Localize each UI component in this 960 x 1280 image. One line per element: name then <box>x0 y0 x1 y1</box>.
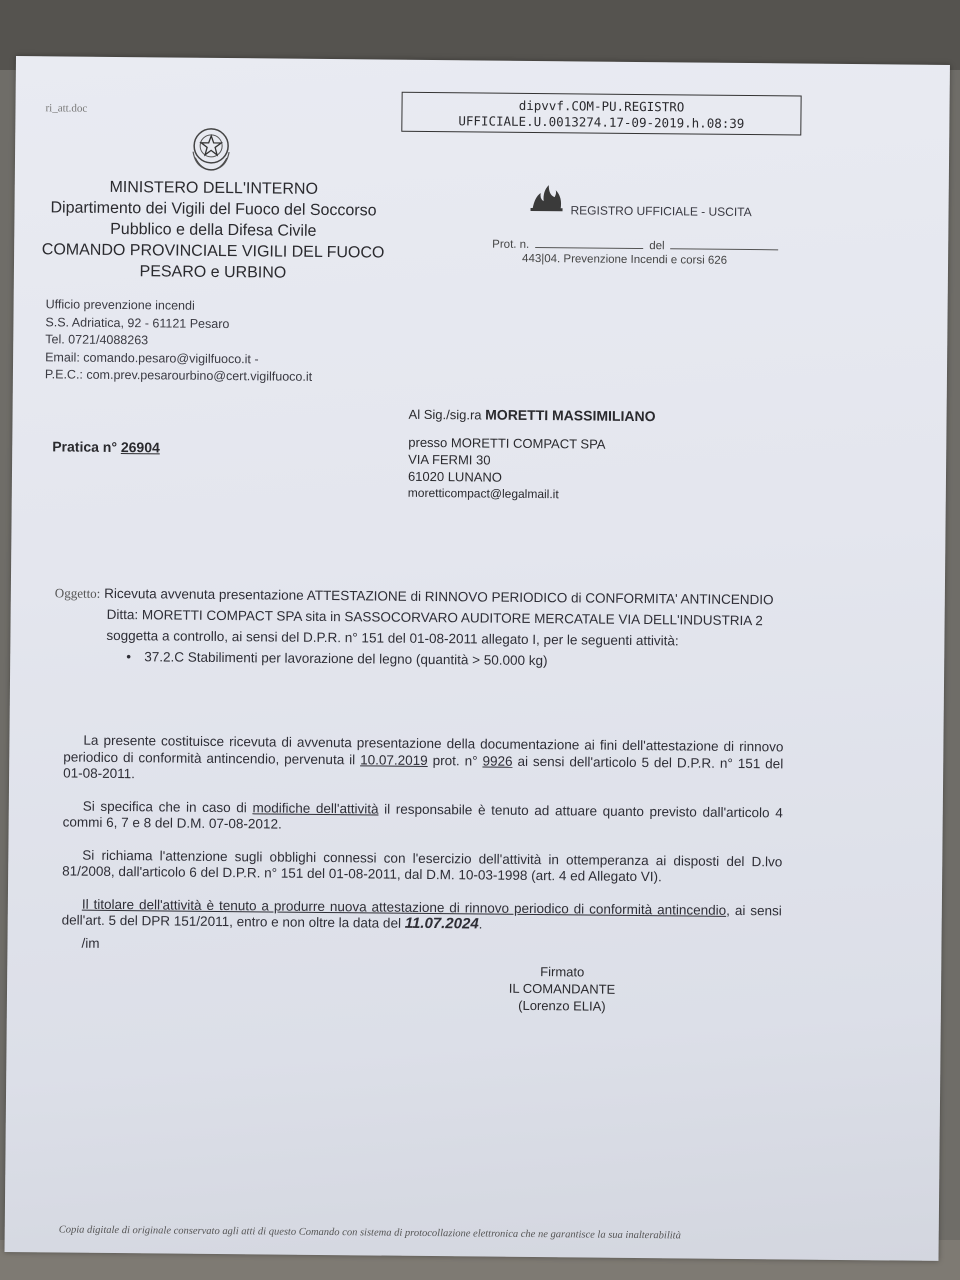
subject-line: Ditta: MORETTI COMPACT SPA sita in SASSOCORVARO AUDITORE MERCATALE VIA DELL'INDUSTRIA 2 <box>106 606 763 629</box>
office-contacts <box>45 296 313 386</box>
text-run: Si richiama l'attenzione sugli obblighi connessi con l'esercizio dell'attività in ottemperanza ai disposti del D.lvo 81/2008, dall'articolo 6 del D.P.R. n° 151 del 01-08-2011, dal D.M. 10-03-1998 (art. 4 ed Allegato VI). <box>62 847 783 885</box>
office-line: P.E.C.: com.prev.pesarourbino@cert.vigilfuoco.it <box>44 367 313 384</box>
paragraph-3 <box>62 847 782 887</box>
address-line: 61020 LUNANO <box>407 468 503 485</box>
underlined-text: Il titolare dell'attività è tenuto a produrre nuova attestazione di rinnovo periodico di conformità antincendio <box>81 896 727 918</box>
paragraph-2 <box>63 798 783 838</box>
ministry-line: Dipartimento dei Vigili del Fuoco del Soccorso <box>50 199 377 220</box>
recipient-heading <box>409 406 656 424</box>
del-label: del <box>649 240 665 253</box>
protocol-number: 9926 <box>482 753 513 769</box>
subject-label: Oggetto: <box>54 585 101 601</box>
underlined-text: modifiche dell'attività <box>252 799 379 817</box>
office-line: Email: comando.pesaro@vigilfuoco.it - <box>45 349 259 366</box>
paragraph-1 <box>63 732 783 788</box>
deadline-date: 11.07.2024 <box>404 914 479 933</box>
received-date: 10.07.2019 <box>360 751 428 768</box>
prot-blank <box>535 247 643 249</box>
signature-line: IL COMANDANTE <box>508 980 616 997</box>
subject-block <box>54 582 774 673</box>
italian-republic-emblem-icon <box>187 124 235 174</box>
footer-note: Copia digitale di originale conservato agli atti di questo Comando con sistema di protocollazione elettronica che ne garantisce la sua inalterabilità <box>58 1224 681 1242</box>
fire-service-logo-icon <box>529 183 565 213</box>
text-run: Si specifica che in caso di <box>82 798 253 815</box>
ministry-line: MINISTERO DELL'INTERNO <box>109 178 319 198</box>
text-run: il responsabile è tenuto ad attuare quanto previsto dall'articolo 4 commi 6, 7 e 8 del D.M. 07-08-2012. <box>62 801 783 832</box>
pratica-number <box>52 438 160 455</box>
paragraph-4 <box>62 896 782 936</box>
ministry-line: PESARO e URBINO <box>139 263 287 282</box>
registry-stamp-box <box>401 92 801 136</box>
registry-label: REGISTRO UFFICIALE - USCITA <box>570 203 752 220</box>
text-run: , ai sensi dell'art. 5 del DPR 151/2011, entro e non oltre la data del <box>61 902 782 931</box>
protocol-line <box>492 239 785 254</box>
initials: /im <box>81 935 100 951</box>
subject-line: soggetta a controllo, ai sensi del D.P.R. n° 151 del 01-08-2011 allegato I, per le seguenti attività: <box>106 627 679 649</box>
ministry-heading <box>34 176 393 284</box>
recipient-prefix: Al Sig./sig.ra <box>408 406 482 423</box>
recipient-address <box>408 434 606 504</box>
text-run: La presente costituisce ricevuta di avvenuta presentazione della documentazione ai fini dell'attestazione di rinnovo periodico di conformità antincendio, pervenuta il <box>63 732 784 767</box>
ministry-line: COMANDO PROVINCIALE VIGILI DEL FUOCO <box>41 241 385 262</box>
registry-stamp-line: UFFICIALE.U.0013274.17-09-2019.h.08:39 <box>458 113 745 131</box>
signature-line: Firmato <box>540 964 585 980</box>
subject-line: Ricevuta avvenuta presentazione ATTESTAZIONE di RINNOVO PERIODICO di CONFORMITA' ANTINCENDIO <box>104 585 774 608</box>
bullet-mark: • <box>126 649 132 665</box>
office-line: Ufficio prevenzione incendi <box>45 297 195 313</box>
letter-page <box>5 56 950 1261</box>
file-name: ri_att.doc <box>45 102 88 115</box>
signature-line: (Lorenzo ELIA) <box>518 997 606 1014</box>
pratica-label: Pratica n° <box>52 438 118 455</box>
signature-block <box>497 963 627 1015</box>
text-run: ai sensi dell'articolo 5 del D.P.R. n° 151 del 01-08-2011. <box>63 753 784 782</box>
bullet-text: 37.2.C Stabilimenti per lavorazione del legno (quantità > 50.000 kg) <box>144 649 548 669</box>
address-line: presso MORETTI COMPACT SPA <box>408 434 606 452</box>
address-line: VIA FERMI 30 <box>408 451 491 468</box>
protocol-detail: 443|04. Prevenzione Incendi e corsi 626 <box>522 252 728 267</box>
recipient-email: moretticompact@legalmail.it <box>407 485 559 502</box>
text-run: . <box>478 916 483 932</box>
recipient-name: MORETTI MASSIMILIANO <box>485 406 656 425</box>
office-line: Tel. 0721/4088263 <box>45 332 149 348</box>
office-line: S.S. Adriatica, 92 - 61121 Pesaro <box>45 314 230 331</box>
ministry-line: Pubblico e della Difesa Civile <box>110 220 317 240</box>
pratica-value: 26904 <box>120 439 160 456</box>
del-blank <box>671 248 779 250</box>
text-run: prot. n° <box>427 752 483 769</box>
registry-stamp-line: dipvvf.COM-PU.REGISTRO <box>518 97 685 115</box>
letter-body <box>61 732 783 958</box>
prot-label: Prot. n. <box>492 238 530 251</box>
